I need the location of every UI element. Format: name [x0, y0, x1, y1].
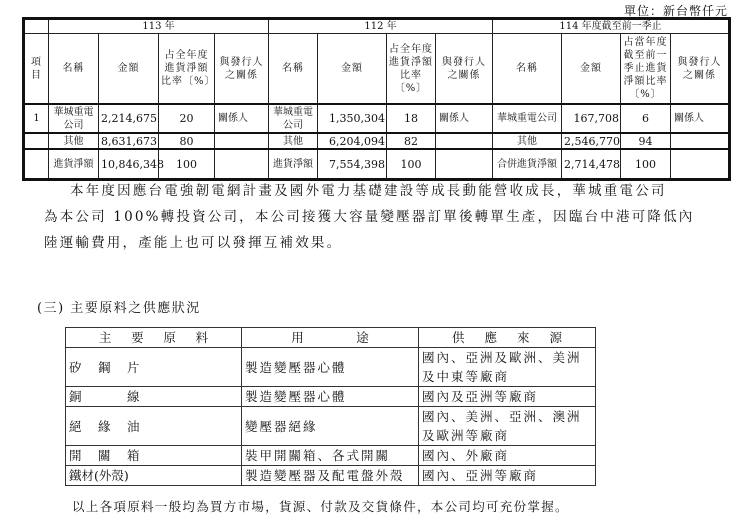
col-ratio-header: 占當年度截至前一季止進貨淨額比率〔%〕	[621, 34, 671, 105]
material: 開 關 箱	[66, 446, 242, 466]
ratio: 82	[387, 133, 436, 149]
col-name-header: 名稱	[49, 34, 99, 105]
col-relation-header: 與發行人之關係	[436, 34, 493, 105]
ratio: 6	[621, 104, 671, 133]
footer-note: 以上各項原料一般均為買方市場，貨源、付款及交貨條件，本公司均可充份掌握。	[72, 499, 569, 514]
supplier-name: 進貨淨額	[269, 149, 318, 180]
usage: 製造變壓器心體	[242, 387, 419, 407]
ratio: 100	[387, 149, 436, 180]
relation	[215, 149, 269, 180]
material: 鐵材(外殼)	[66, 466, 242, 486]
table-row	[24, 104, 730, 133]
paragraph-line: 為本公司 100%轉投資公司，本公司接獲大容量變壓器訂單後轉單生產，因臨台中港可降低內	[44, 209, 695, 225]
relation	[436, 149, 493, 180]
relation: 關係人	[215, 104, 269, 133]
ratio: 100	[159, 149, 215, 180]
major-suppliers-table	[22, 17, 731, 181]
material: 絕 緣 油	[66, 407, 242, 446]
amount: 167,708	[562, 104, 621, 133]
section-title: (三) 主要原料之供應狀況	[37, 301, 201, 316]
col-amount-header: 金額	[562, 34, 621, 105]
year-114-header: 114 年度截至前一季止	[493, 19, 730, 34]
supplier-name: 其他	[49, 133, 99, 149]
source: 國內、亞洲及歐洲、美洲及中東等廠商	[419, 348, 596, 387]
amount: 2,546,770	[562, 133, 621, 149]
amount: 2,214,675	[99, 104, 159, 133]
header-row	[66, 328, 596, 348]
unit-label: 單位：新台幣仟元	[623, 4, 728, 18]
amount: 8,631,673	[99, 133, 159, 149]
usage: 製造變壓器心體	[242, 348, 419, 387]
table-row	[24, 133, 730, 149]
paragraph-line: 陸運輸費用，產能上也可以發揮互補效果。	[44, 235, 343, 251]
source: 國內、外廠商	[419, 446, 596, 466]
supplier-name: 華城重電公司	[269, 104, 318, 133]
col-material-header: 主 要 原 料	[66, 328, 242, 348]
ratio: 94	[621, 133, 671, 149]
paragraph-line: 本年度因應台電強韌電網計畫及國外電力基礎建設等成長動能營收成長，華城重電公司	[70, 183, 667, 199]
relation	[215, 133, 269, 149]
raw-materials-table	[65, 327, 596, 486]
supplier-name: 華城重電公司	[493, 104, 562, 133]
col-ratio-header: 占全年度進貨淨額比率〔%〕	[387, 34, 436, 105]
table-row	[66, 348, 596, 387]
col-name-header: 名稱	[493, 34, 562, 105]
ratio: 20	[159, 104, 215, 133]
year-header-row	[24, 19, 730, 34]
source: 國內、亞洲等廠商	[419, 466, 596, 486]
amount: 7,554,398	[318, 149, 387, 180]
relation: 關係人	[671, 104, 730, 133]
col-ratio-header: 占全年度進貨淨額比率〔%〕	[159, 34, 215, 105]
supplier-name: 華城重電公司	[49, 104, 99, 133]
table-row	[66, 446, 596, 466]
usage: 製造變壓器及配電盤外殼	[242, 466, 419, 486]
col-name-header: 名稱	[269, 34, 318, 105]
relation	[671, 133, 730, 149]
table-row	[66, 407, 596, 446]
amount: 10,846,348	[99, 149, 159, 180]
year-113-header: 113 年	[49, 19, 269, 34]
col-usage-header: 用 途	[242, 328, 419, 348]
blank-corner	[24, 19, 49, 34]
source: 國內、美洲、亞洲、澳洲及歐洲等廠商	[419, 407, 596, 446]
usage: 變壓器絕緣	[242, 407, 419, 446]
col-item-header: 項目	[24, 34, 49, 105]
col-amount-header: 金額	[318, 34, 387, 105]
supplier-name: 進貨淨額	[49, 149, 99, 180]
item-number	[24, 133, 49, 149]
ratio: 100	[621, 149, 671, 180]
material: 銅 線	[66, 387, 242, 407]
table-row	[66, 466, 596, 486]
relation	[436, 133, 493, 149]
column-header-row	[24, 34, 730, 105]
col-source-header: 供 應 來 源	[419, 328, 596, 348]
table-row	[66, 387, 596, 407]
amount: 6,204,094	[318, 133, 387, 149]
relation	[671, 149, 730, 180]
table-row-total	[24, 149, 730, 180]
ratio: 80	[159, 133, 215, 149]
item-number	[24, 149, 49, 180]
supplier-name: 其他	[493, 133, 562, 149]
ratio: 18	[387, 104, 436, 133]
supplier-name: 其他	[269, 133, 318, 149]
col-amount-header: 金額	[99, 34, 159, 105]
item-number: 1	[24, 104, 49, 133]
explanation-paragraph	[44, 178, 724, 256]
source: 國內及亞洲等廠商	[419, 387, 596, 407]
year-112-header: 112 年	[269, 19, 493, 34]
material: 矽 鋼 片	[66, 348, 242, 387]
amount: 2,714,478	[562, 149, 621, 180]
amount: 1,350,304	[318, 104, 387, 133]
col-relation-header: 與發行人之關係	[215, 34, 269, 105]
supplier-name: 合併進貨淨額	[493, 149, 562, 180]
col-relation-header: 與發行人之關係	[671, 34, 730, 105]
relation: 關係人	[436, 104, 493, 133]
usage: 裝甲開關箱、各式開關	[242, 446, 419, 466]
